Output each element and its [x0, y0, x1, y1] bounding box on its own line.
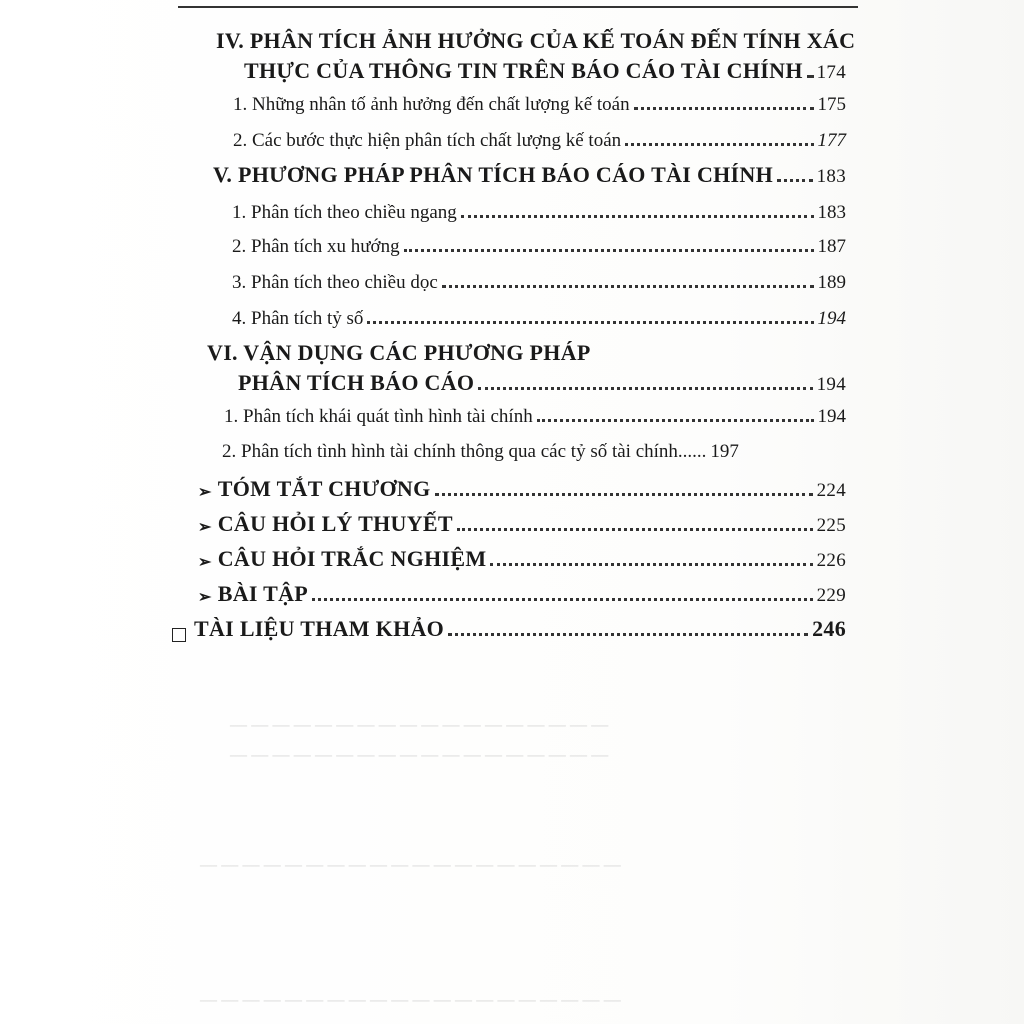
- dot-leader: [442, 285, 814, 288]
- toc-entry-6-1[interactable]: [224, 406, 846, 428]
- section-4-title-line1: IV. PHÂN TÍCH ẢNH HƯỞNG CỦA KẾ TOÁN ĐẾN TÍNH XÁC: [216, 28, 856, 53]
- toc-entry-theory-questions[interactable]: [198, 511, 846, 537]
- dot-leader: [448, 633, 808, 636]
- entry-label: 2. Phân tích tình hình tài chính thông qua các tỷ số tài chính......: [222, 441, 707, 462]
- dot-leader: [625, 143, 813, 146]
- page-number: 187: [817, 236, 846, 257]
- dot-leader: [807, 75, 813, 78]
- page-number: 183: [817, 202, 846, 223]
- page-number: 229: [816, 585, 846, 606]
- entry-label: BÀI TẬP: [217, 581, 309, 606]
- dot-leader: [367, 321, 813, 324]
- arrow-icon: ➢: [198, 519, 212, 536]
- entry-label: 1. Những nhân tố ảnh hưởng đến chất lượng kế toán: [233, 94, 630, 115]
- arrow-icon: ➢: [198, 484, 212, 501]
- toc-entry-4-1[interactable]: [233, 94, 846, 116]
- toc-entry-references[interactable]: [172, 616, 846, 642]
- toc-entry-6-2[interactable]: [222, 441, 846, 463]
- entry-label: 2. Phân tích xu hướng: [232, 236, 400, 257]
- dot-leader: [404, 249, 814, 252]
- page-number: 197: [710, 441, 739, 462]
- toc-entry-5-1[interactable]: [232, 202, 846, 224]
- dot-leader: [634, 107, 814, 110]
- entry-label: 1. Phân tích theo chiều ngang: [232, 202, 457, 223]
- page-number: 194: [817, 308, 846, 329]
- dot-leader: [490, 563, 812, 566]
- toc-entry-5-2[interactable]: [232, 236, 846, 258]
- dot-leader: [312, 598, 813, 601]
- bleed-through-text: — — — — — — — — — — — — — — — — — — — —: [200, 855, 621, 874]
- dot-leader: [457, 528, 813, 531]
- toc-entry-5-3[interactable]: [232, 272, 846, 294]
- section-5-title: V. PHƯƠNG PHÁP PHÂN TÍCH BÁO CÁO TÀI CHÍNH: [213, 162, 773, 187]
- dot-leader: [478, 387, 812, 390]
- bleed-through-text: — — — — — — — — — — — — — — — — — —: [230, 715, 609, 734]
- toc-entry-multiple-choice[interactable]: [198, 546, 846, 572]
- page-number: 246: [812, 616, 846, 641]
- entry-label: 2. Các bước thực hiện phân tích chất lượng kế toán: [233, 130, 622, 151]
- arrow-icon: ➢: [198, 554, 212, 571]
- toc-entry-section-5[interactable]: [213, 162, 846, 188]
- entry-label: 3. Phân tích theo chiều dọc: [232, 272, 438, 293]
- entry-label: 1. Phân tích khái quát tình hình tài chính: [224, 406, 533, 427]
- bleed-through-text: — — — — — — — — — — — — — — — — — —: [230, 745, 609, 764]
- page-number: 177: [817, 130, 846, 151]
- section-4-title-line2: THỰC CỦA THÔNG TIN TRÊN BÁO CÁO TÀI CHÍNH: [244, 58, 803, 83]
- toc-entry-4-2[interactable]: [233, 130, 846, 152]
- entry-label: CÂU HỎI TRẮC NGHIỆM: [217, 546, 487, 571]
- dot-leader: [461, 215, 814, 218]
- toc-entry-exercises[interactable]: [198, 581, 846, 607]
- arrow-icon: ➢: [198, 589, 212, 606]
- dot-leader: [537, 419, 814, 422]
- section-6-title-line1: VI. VẬN DỤNG CÁC PHƯƠNG PHÁP: [207, 340, 591, 365]
- toc-entry-summary[interactable]: [198, 476, 846, 502]
- page-number: 174: [816, 62, 846, 83]
- checkbox-square-icon: [172, 628, 186, 642]
- page-number: 189: [817, 272, 846, 293]
- dot-leader: [777, 179, 813, 182]
- bleed-through-text: — — — — — — — — — — — — — — — — — — — —: [200, 990, 621, 1009]
- page-number: 224: [816, 480, 846, 501]
- page-number: 226: [816, 550, 846, 571]
- top-rule: [178, 6, 858, 8]
- page-number: 225: [816, 515, 846, 536]
- entry-label: TÓM TẮT CHƯƠNG: [217, 476, 431, 501]
- entry-label: CÂU HỎI LÝ THUYẾT: [217, 511, 453, 536]
- toc-entry-section-4[interactable]: [244, 58, 846, 84]
- page-number: 183: [816, 166, 846, 187]
- entry-label: 4. Phân tích tỷ số: [232, 308, 364, 329]
- dot-leader: [435, 493, 813, 496]
- section-6-title-line2: PHÂN TÍCH BÁO CÁO: [238, 370, 475, 395]
- entry-label: TÀI LIỆU THAM KHẢO: [194, 616, 445, 641]
- page-number: 194: [816, 374, 846, 395]
- toc-entry-5-4[interactable]: [232, 308, 846, 330]
- toc-entry-section-6[interactable]: [238, 370, 846, 396]
- page-number: 194: [817, 406, 846, 427]
- page-number: 175: [817, 94, 846, 115]
